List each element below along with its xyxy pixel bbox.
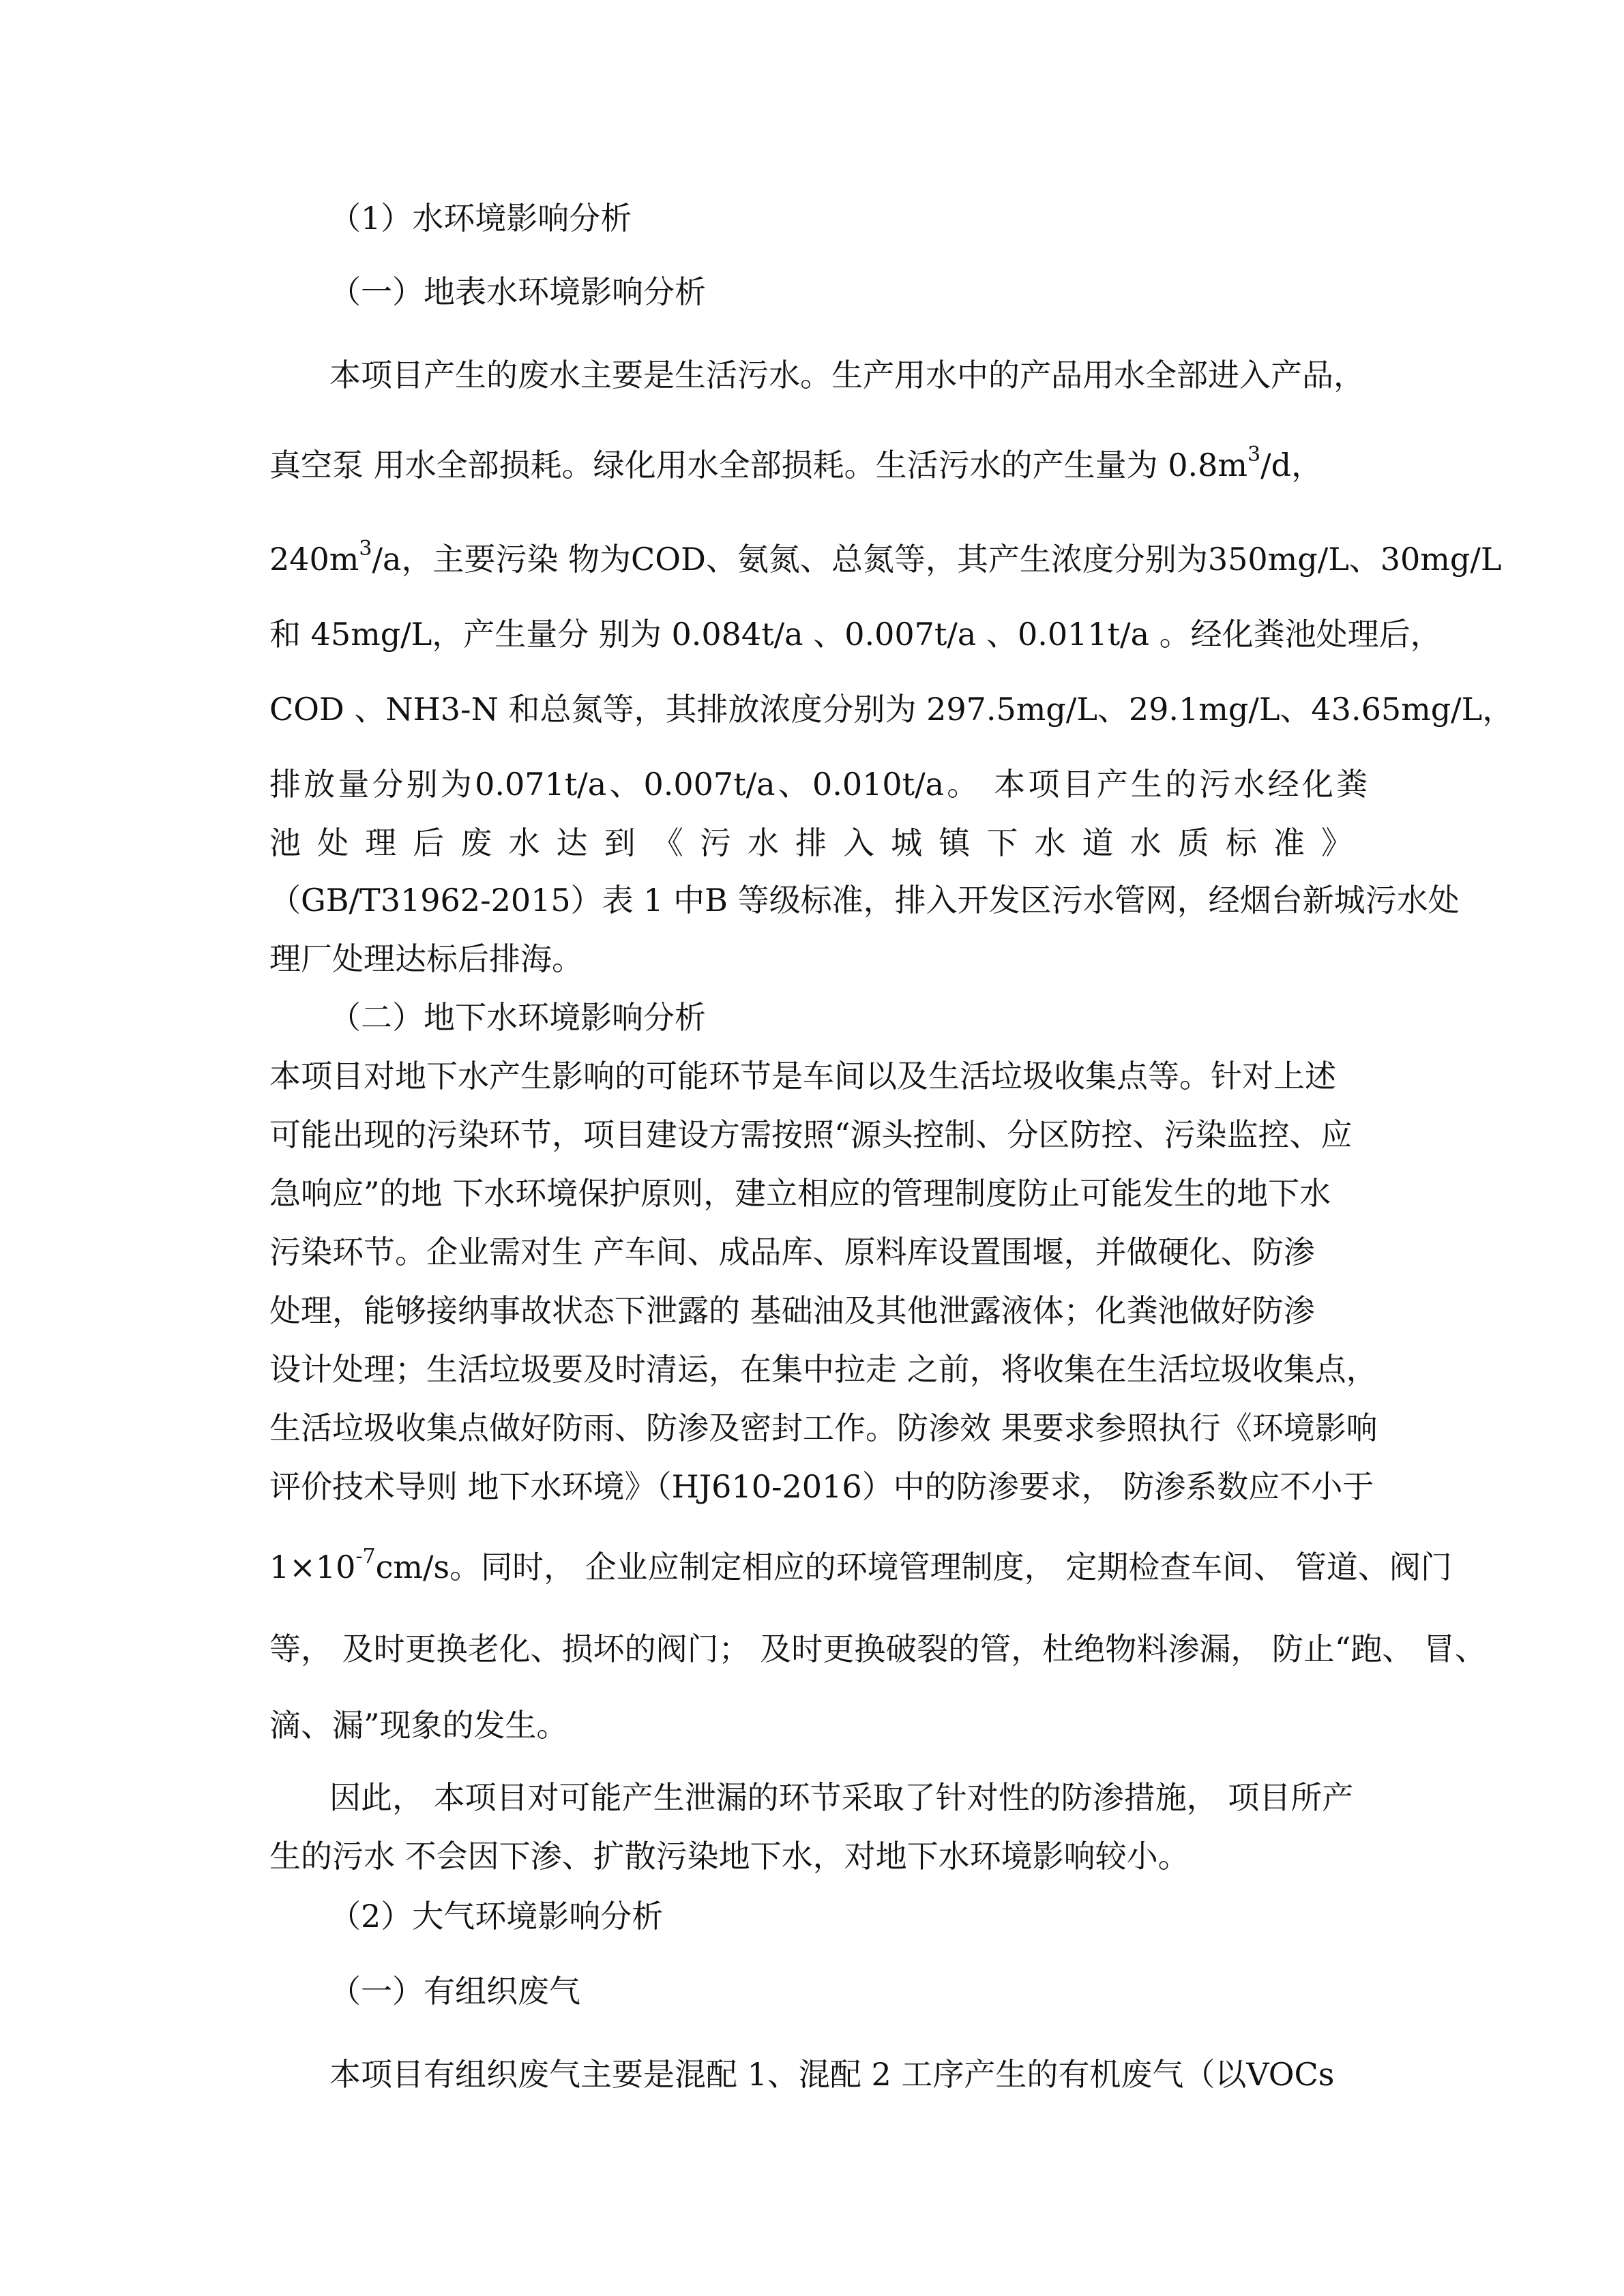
heading-groundwater [329, 997, 1368, 1038]
paragraph-line [269, 764, 1368, 805]
text: 因此， 本项目对可能产生泄漏的环节采取了针对性的防渗措施， 项目所产 [329, 1779, 1354, 1816]
text: 评价技术导则 地下水环境》（HJ610-2016）中的防渗要求， 防渗系数应不小于 [269, 1468, 1374, 1505]
text: COD 、NH3-N 和总氮等，其排放浓度分别为 297.5mg/L、29.1mg/L、43.65mg/L， [269, 691, 1514, 728]
paragraph-line [269, 1290, 1368, 1331]
text: 1×10 [269, 1549, 356, 1585]
text: 真空泵 用水全部损耗。绿化用水全部损耗。生活污水的产生量为 0.8m [269, 447, 1248, 483]
paragraph-line [329, 2054, 1368, 2095]
paragraph-line [269, 1628, 1487, 1669]
text: （GB/T31962-2015）表 1 中B 等级标准，排入开发区污水管网，经烟台新城污水处 [269, 882, 1460, 919]
text: （一）有组织废气 [329, 1973, 580, 2010]
superscript: -7 [355, 1545, 376, 1568]
paragraph-line [269, 938, 1368, 979]
text: cm/s。同时， 企业应制定相应的环境管理制度， 定期检查车间、 管道、阀门 [375, 1549, 1452, 1585]
text: 本项目有组织废气主要是混配 1、混配 2 工序产生的有机废气（以VOCs [329, 2056, 1335, 2093]
text: 污染环节。企业需对生 产车间、成品库、原料库设置围堰，并做硬化、防渗 [269, 1234, 1315, 1270]
text: （一）地表水环境影响分析 [329, 273, 706, 310]
text: 240m [269, 541, 359, 578]
text: 本项目对地下水产生影响的可能环节是车间以及生活垃圾收集点等。针对上述 [269, 1058, 1336, 1094]
paragraph-line [269, 822, 1368, 863]
text: （2）大气环境影响分析 [329, 1898, 664, 1935]
heading-surface-water [329, 271, 1368, 312]
paragraph-line [269, 1545, 1452, 1592]
heading-water-impact [329, 198, 1368, 239]
text: /d， [1260, 447, 1323, 483]
heading-air-impact [329, 1896, 1368, 1937]
paragraph-line [269, 880, 1460, 921]
text: 生活垃圾收集点做好防雨、防渗及密封工作。防渗效 果要求参照执行《环境影响 [269, 1410, 1378, 1446]
paragraph-line [269, 537, 1502, 584]
text: 和 45mg/L，产生量分 别为 0.084t/a 、0.007t/a 、0.011t/a 。经化粪池处理后， [269, 616, 1442, 653]
paragraph-line [269, 1173, 1368, 1214]
text: 急响应”的地 下水环境保护原则，建立相应的管理制度防止可能发生的地下水 [269, 1175, 1331, 1212]
heading-organized-exhaust [329, 1971, 1368, 2012]
superscript: 3 [1247, 443, 1261, 466]
paragraph-line [269, 1232, 1368, 1272]
text: 本项目产生的废水主要是生活污水。生产用水中的产品用水全部进入产品， [329, 357, 1365, 393]
text: （1）水环境影响分析 [329, 200, 632, 237]
paragraph-line [269, 1705, 1368, 1746]
text: 设计处理；生活垃圾要及时清运，在集中拉走 之前，将收集在生活垃圾收集点， [269, 1351, 1378, 1388]
paragraph-line [269, 1836, 1368, 1877]
text: 池处理后废水达到《污水排入城镇下水道水质标准》 [269, 824, 1368, 861]
paragraph-line [269, 1056, 1368, 1097]
paragraph-line [269, 1114, 1368, 1155]
text: /a，主要污染 物为COD、氨氮、总氮等，其产生浓度分别为350mg/L、30mg/L [372, 541, 1502, 578]
superscript: 3 [359, 537, 372, 561]
paragraph-line [329, 1777, 1368, 1818]
paragraph-line [269, 445, 1368, 490]
paragraph-line [269, 614, 1442, 655]
paragraph-line [269, 1349, 1378, 1390]
text: 处理，能够接纳事故状态下泄露的 基础油及其他泄露液体；化粪池做好防渗 [269, 1292, 1315, 1329]
text: 滴、漏”现象的发生。 [269, 1707, 568, 1744]
text: 理厂处理达标后排海。 [269, 940, 583, 977]
paragraph-line [269, 1407, 1378, 1448]
paragraph-line [329, 355, 1368, 396]
paragraph-line [269, 689, 1514, 730]
text: 生的污水 不会因下渗、扩散污染地下水，对地下水环境影响较小。 [269, 1838, 1190, 1875]
text: 排放量分别为0.071t/a、0.007t/a、0.010t/a。 本项目产生的污水经化粪 [269, 766, 1368, 803]
text: 可能出现的污染环节，项目建设方需按照“源头控制、分区防控、污染监控、应 [269, 1116, 1353, 1153]
paragraph-line [269, 1466, 1374, 1507]
text: 等， 及时更换老化、损坏的阀门； 及时更换破裂的管，杜绝物料渗漏， 防止“跑、 冒、 [269, 1630, 1487, 1667]
text: （二）地下水环境影响分析 [329, 999, 706, 1036]
